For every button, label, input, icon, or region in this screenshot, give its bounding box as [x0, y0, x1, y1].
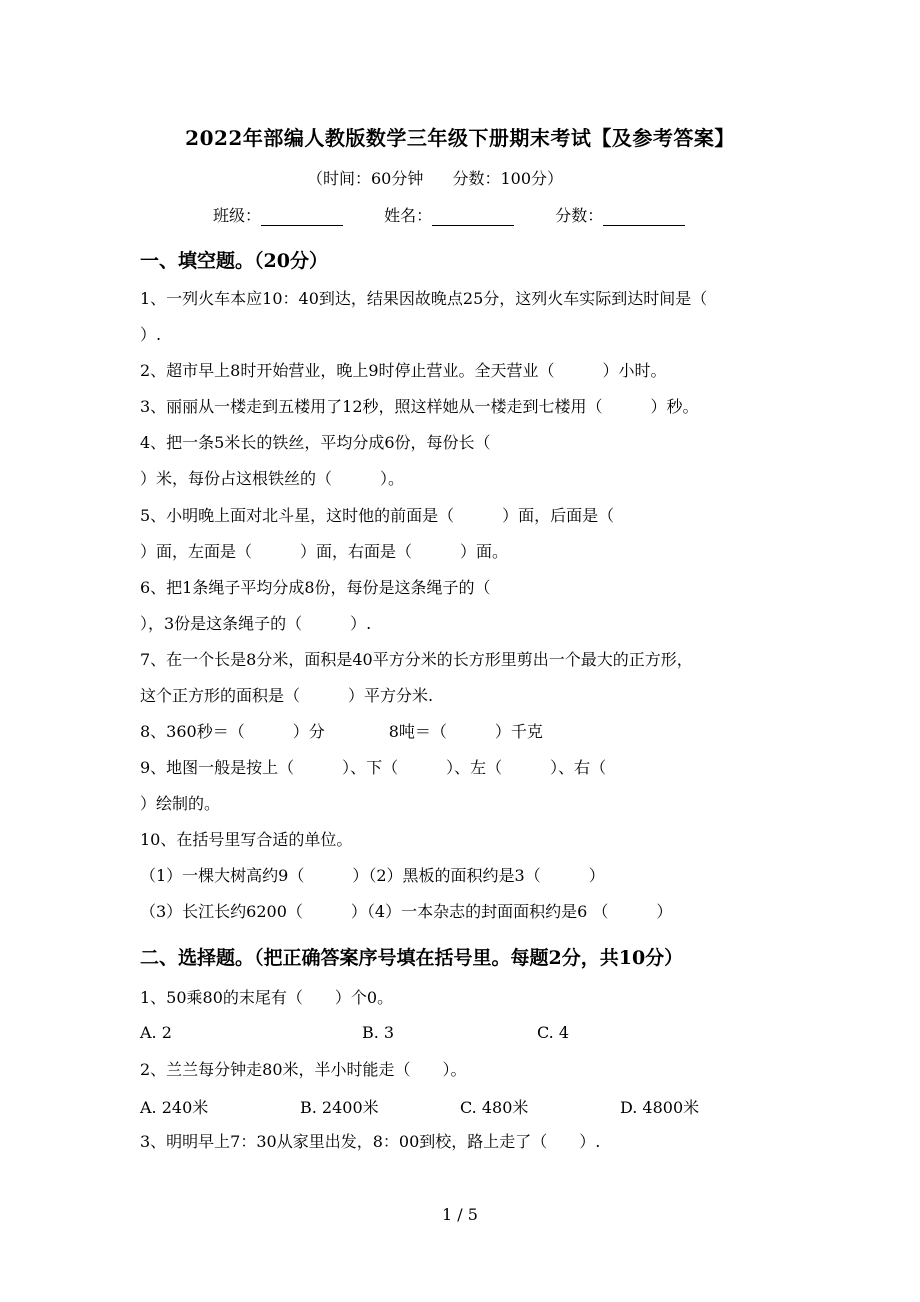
question-line: ）. — [140, 325, 162, 344]
question-line: ）绘制的。 — [140, 794, 221, 813]
name-field — [384, 203, 514, 226]
exam-total-score: 分数：100分） — [452, 169, 563, 188]
name-blank[interactable] — [432, 211, 514, 226]
question-line: 6、把1条绳子平均分成8份，每份是这条绳子的（ — [140, 578, 491, 597]
class-field — [213, 203, 343, 226]
option-a: A. 2 — [140, 1023, 172, 1042]
class-label: 班级： — [213, 206, 262, 225]
question-line: 1、一列火车本应10：40到达，结果因故晚点25分，这列火车实际到达时间是（ — [140, 289, 708, 308]
question-line: ），3份是这条绳子的（ ）. — [140, 614, 372, 633]
question-line: 10、在括号里写合适的单位。 — [140, 830, 353, 849]
score-field — [555, 203, 685, 226]
question-line: 3、丽丽从一楼走到五楼用了12秒，照这样她从一楼走到七楼用（ ）秒。 — [140, 397, 699, 416]
question-line: 7、在一个长是8分米，面积是40平方分米的长方形里剪出一个最大的正方形， — [140, 650, 693, 669]
question-line: 4、把一条5米长的铁丝，平均分成6份，每份长（ — [140, 433, 491, 452]
option-b: B. 3 — [362, 1023, 395, 1042]
option-c: C. 480米 — [460, 1098, 529, 1117]
score-blank[interactable] — [603, 211, 685, 226]
option-d: D. 4800米 — [620, 1098, 700, 1117]
question-line: 2、兰兰每分钟走80米，半小时能走（ ）。 — [140, 1060, 467, 1079]
question-line: 1、50乘80的末尾有（ ）个0。 — [140, 988, 394, 1007]
name-label: 姓名： — [384, 206, 433, 225]
exam-meta — [0, 166, 870, 189]
question-line: 3、明明早上7：30从家里出发，8：00到校，路上走了（ ）. — [140, 1132, 601, 1151]
page-number: 1 / 5 — [442, 1205, 478, 1224]
question-line: ）面，左面是（ ）面，右面是（ ）面。 — [140, 542, 509, 561]
class-blank[interactable] — [261, 211, 343, 226]
option-a: A. 240米 — [140, 1098, 209, 1117]
score-label: 分数： — [555, 206, 604, 225]
exam-time: （时间：60分钟 — [306, 169, 424, 188]
question-line: 这个正方形的面积是（ ）平方分米. — [140, 686, 434, 705]
question-line: （3）长江长约6200（ ）（4）一本杂志的封面面积约是6 （ ） — [140, 902, 673, 921]
question-line: （1）一棵大树高约9（ ）（2）黑板的面积约是3（ ） — [140, 866, 605, 885]
page-title: 2022年部编人教版数学三年级下册期末考试【及参考答案】 — [185, 126, 735, 150]
section1-heading: 一、填空题。（20分） — [140, 250, 328, 272]
question-line: 8、360秒＝（ ）分 8吨＝（ ）千克 — [140, 722, 543, 741]
question-line: 5、小明晚上面对北斗星，这时他的前面是（ ）面，后面是（ — [140, 506, 615, 525]
question-line: ）米，每份占这根铁丝的（ ）。 — [140, 469, 405, 488]
question-line: 2、超市早上8时开始营业，晚上9时停止营业。全天营业（ ）小时。 — [140, 361, 667, 380]
question-line: 9、地图一般是按上（ ）、下（ ）、左（ ）、右（ — [140, 758, 607, 777]
option-b: B. 2400米 — [300, 1098, 379, 1117]
option-c: C. 4 — [537, 1023, 570, 1042]
student-info-row — [213, 203, 721, 226]
section2-heading: 二、选择题。（把正确答案序号填在括号里。每题2分，共10分） — [140, 947, 684, 969]
